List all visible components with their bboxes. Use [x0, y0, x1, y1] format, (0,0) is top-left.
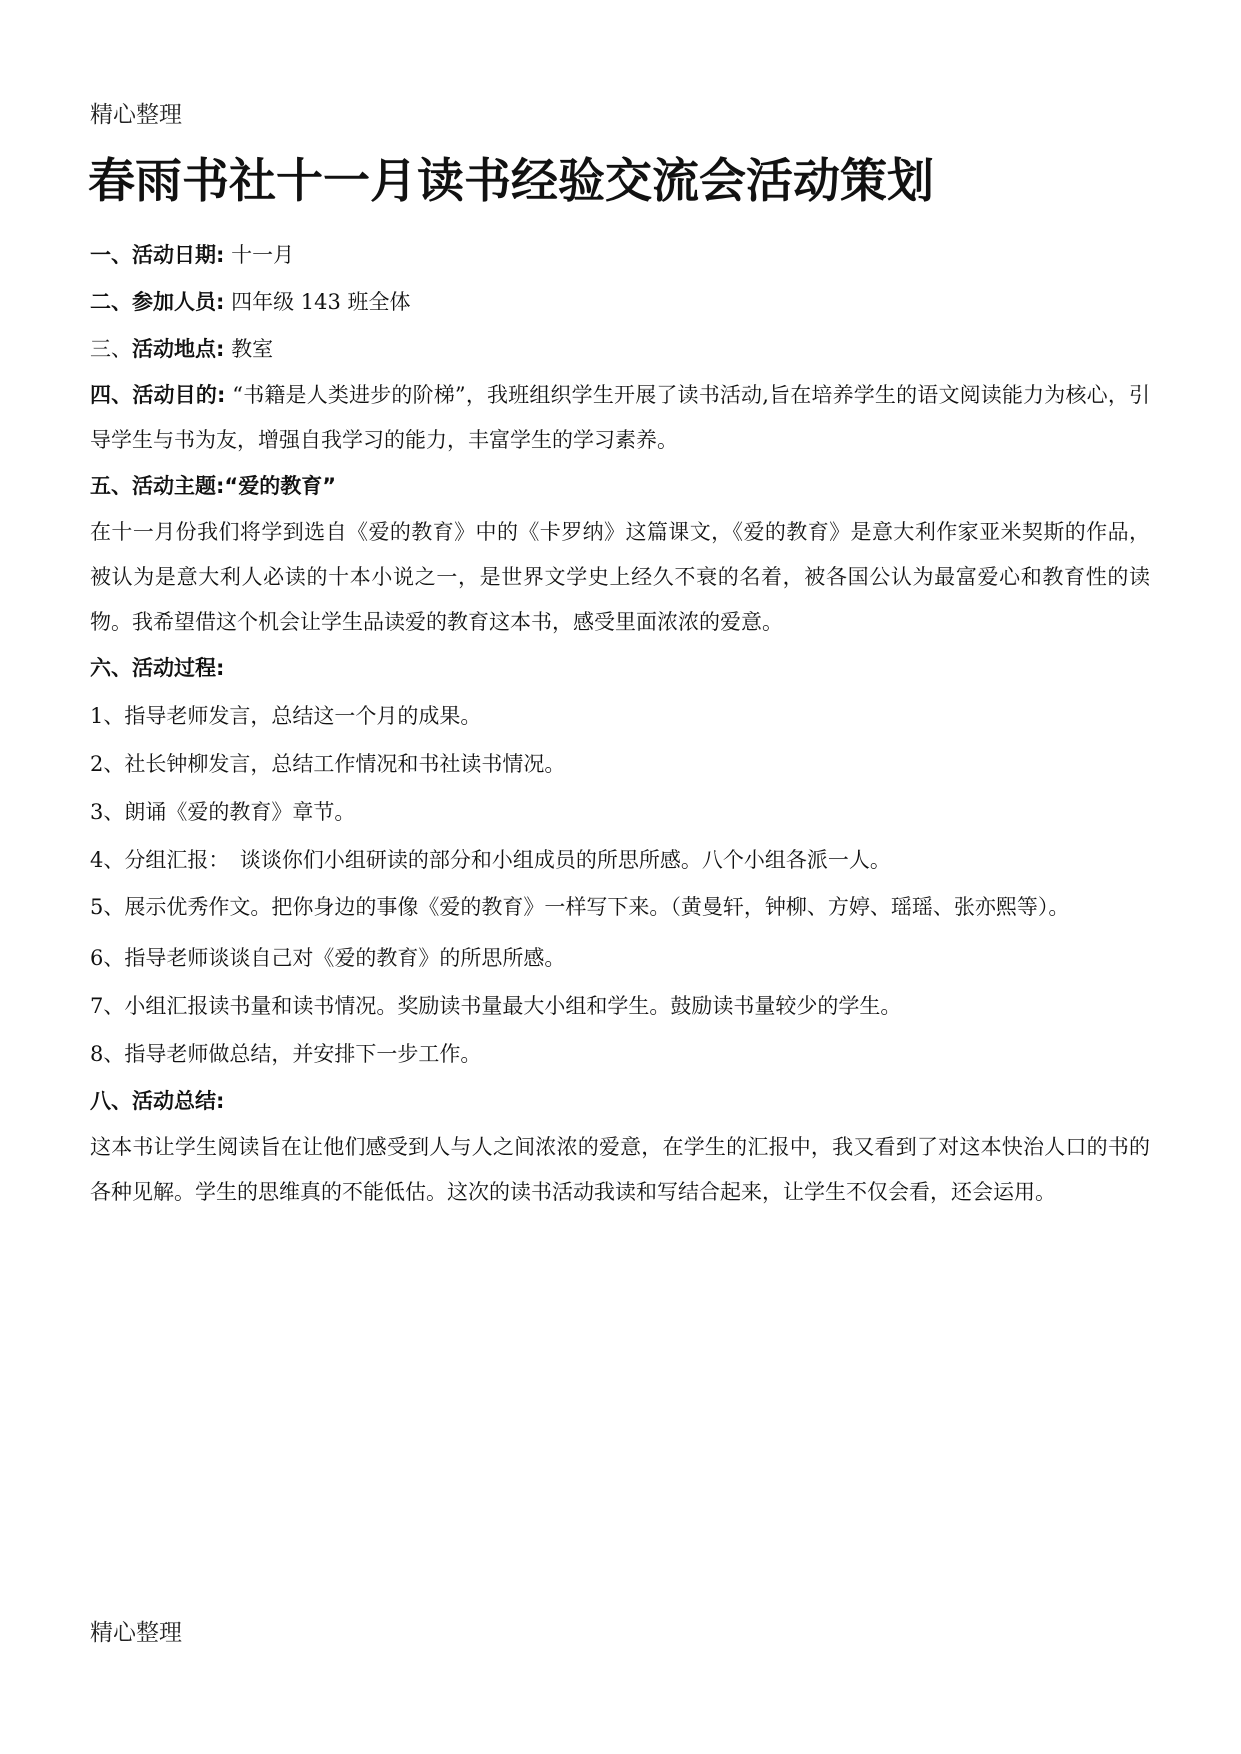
process-step: 3、朗诵《爱的教育》章节。: [90, 800, 356, 824]
footer-note: 精心整理: [90, 1620, 182, 1646]
process-label: 六、活动过程:: [90, 656, 225, 680]
process-step: 4、分组汇报： 谈谈你们小组研读的部分和小组成员的所思所感。八个小组各派一人。: [90, 848, 891, 872]
location-label: 活动地点:: [132, 337, 225, 361]
participants-label: 二、参加人员:: [90, 290, 225, 314]
summary-heading-line: [90, 1078, 1150, 1125]
process-step: 7、小组汇报读书量和读书情况。奖励读书量最大小组和学生。鼓励读书量较少的学生。: [90, 994, 902, 1018]
document-body: [90, 232, 1150, 1215]
location-value: 教室: [231, 337, 274, 361]
header-note: 精心整理: [90, 102, 182, 128]
summary-paragraph: 这本书让学生阅读旨在让他们感受到人与人之间浓浓的爱意，在学生的汇报中，我又看到了对这本快治人口的书的各种见解。学生的思维真的不能低估。这次的读书活动我读和写结合起来，让学生不仅会看，还会运用。: [90, 1135, 1150, 1204]
activity-date-label: 一、活动日期:: [90, 243, 225, 267]
process-step: 1、指导老师发言，总结这一个月的成果。: [90, 704, 482, 728]
purpose-text: “书籍是人类进步的阶梯”，我班组织学生开展了读书活动,旨在培养学生的语文阅读能力为核心，引导学生与书为友，增强自我学习的能力，丰富学生的学习素养。: [90, 383, 1150, 452]
document-title: 春雨书社十一月读书经验交流会活动策划: [88, 154, 934, 209]
process-heading-line: [90, 645, 1150, 692]
location-prefix: 三、: [90, 337, 132, 361]
theme-label: 五、活动主题:“爱的教育”: [90, 474, 337, 498]
process-step: 6、指导老师谈谈自己对《爱的教育》的所思所感。: [90, 946, 566, 970]
process-step: 8、指导老师做总结，并安排下一步工作。: [90, 1042, 482, 1066]
summary-label: 八、活动总结:: [90, 1089, 225, 1113]
process-step: 2、社长钟柳发言，总结工作情况和书社读书情况。: [90, 752, 566, 776]
activity-date-value: 十一月: [231, 243, 295, 267]
location-line: [90, 326, 1150, 373]
participants-value: 四年级 143 班全体: [231, 290, 411, 314]
process-step: 5、展示优秀作文。把你身边的事像《爱的教育》一样写下来。（黄曼轩，钟柳、方婷、瑶瑶、张亦熙等）。: [90, 895, 1070, 919]
purpose-paragraph: [90, 373, 1150, 463]
theme-heading-line: [90, 463, 1150, 510]
participants-line: [90, 279, 1150, 326]
activity-date-line: [90, 232, 1150, 279]
purpose-label: 四、活动目的:: [90, 383, 226, 407]
theme-paragraph: 在十一月份我们将学到选自《爱的教育》中的《卡罗纳》这篇课文，《爱的教育》是意大利作家亚米契斯的作品，被认为是意大利人必读的十本小说之一，是世界文学史上经久不衰的名着，被各国公认为最富爱心和教育性的读物。我希望借这个机会让学生品读爱的教育这本书，感受里面浓浓的爱意。: [90, 520, 1150, 634]
